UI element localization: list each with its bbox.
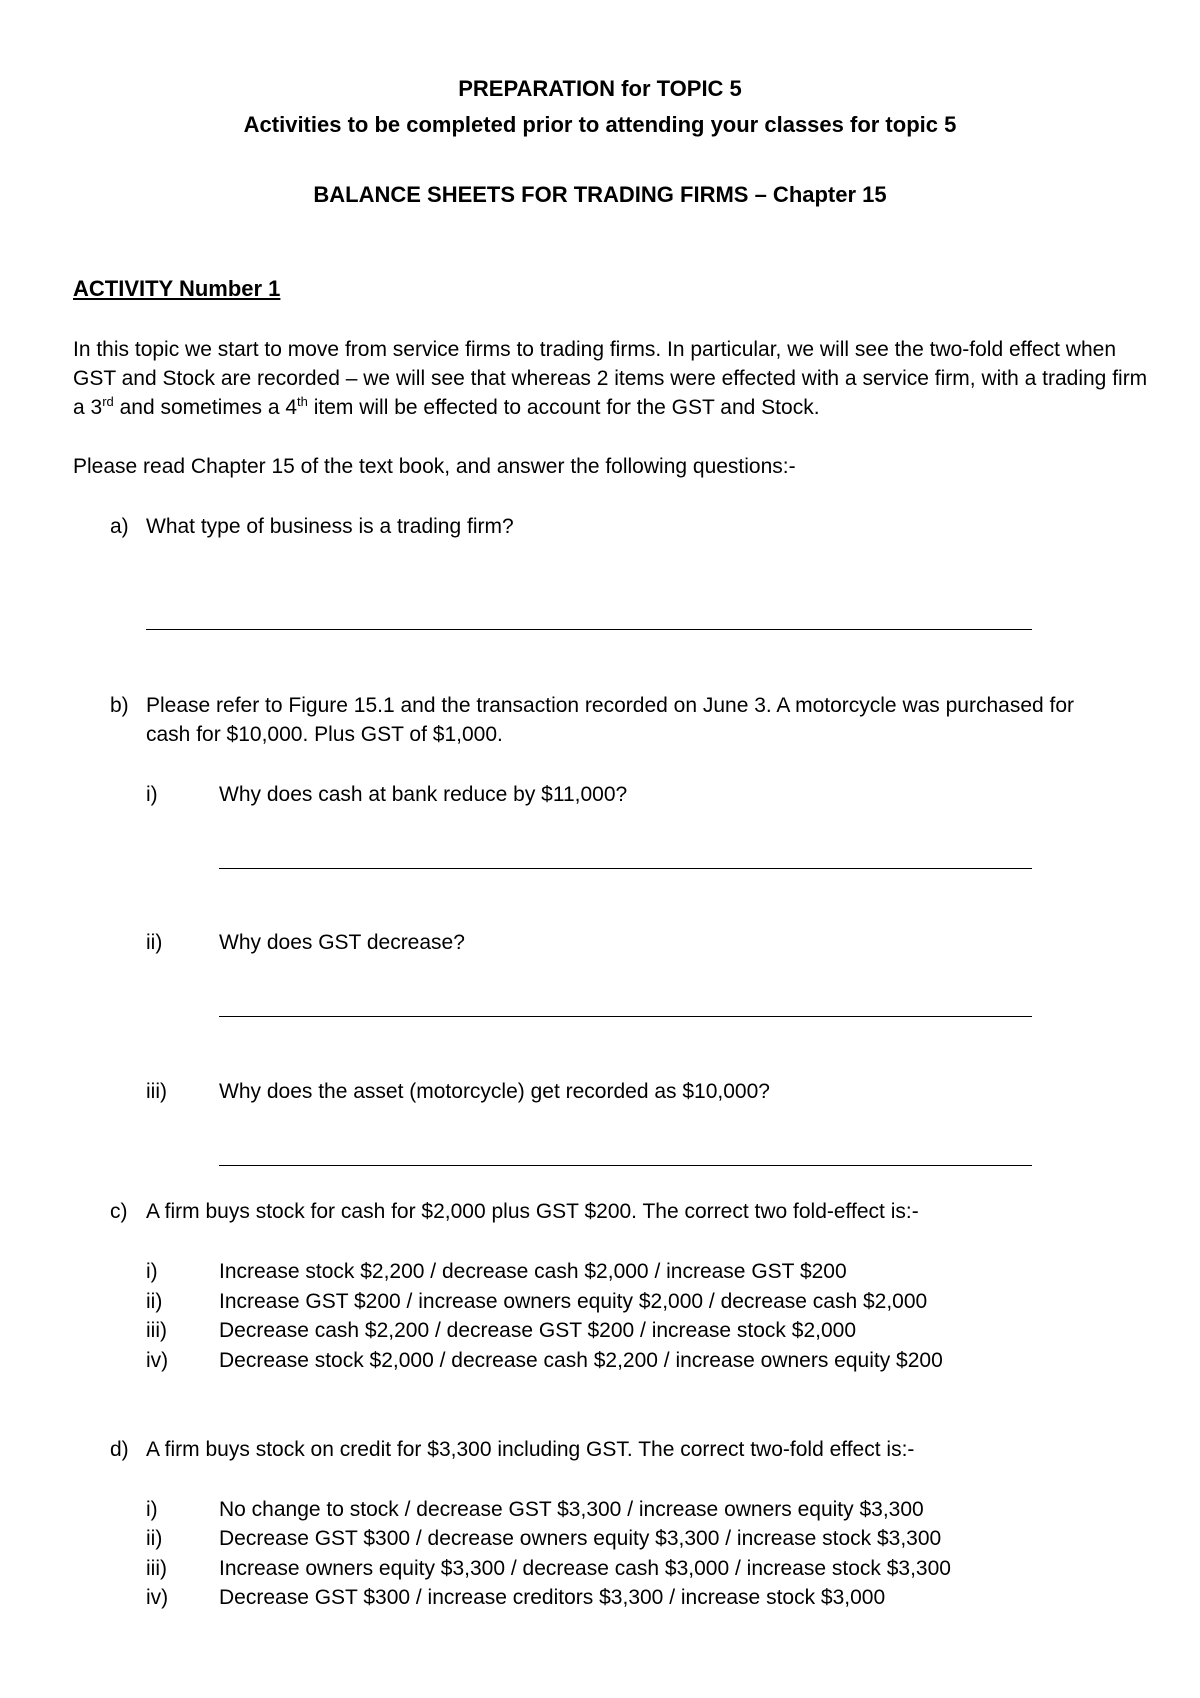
- question-b-text-1: Please refer to Figure 15.1 and the transaction recorded on June 3. A motorcycle was purchased for: [146, 694, 1075, 717]
- intro-text-3: item will be effected to account for the GST and Stock.: [307, 396, 820, 419]
- option-label: i): [146, 1498, 158, 1521]
- intro-sup-2: th: [297, 394, 308, 409]
- answer-line-b-i[interactable]: [219, 868, 1032, 869]
- option-text[interactable]: Increase stock $2,200 / decrease cash $2,000 / increase GST $200: [219, 1260, 847, 1283]
- option-label: i): [146, 1260, 158, 1283]
- answer-line-b-iii[interactable]: [219, 1165, 1032, 1166]
- option-text[interactable]: Decrease cash $2,200 / decrease GST $200 / increase stock $2,000: [219, 1319, 856, 1342]
- option-text[interactable]: No change to stock / decrease GST $3,300 / increase owners equity $3,300: [219, 1498, 924, 1521]
- question-b-text-2: cash for $10,000. Plus GST of $1,000.: [146, 723, 503, 746]
- question-a-text: What type of business is a trading firm?: [146, 515, 514, 538]
- page-subtitle: Activities to be completed prior to attending your classes for topic 5: [243, 112, 957, 137]
- page-title: PREPARATION for TOPIC 5: [458, 76, 742, 101]
- answer-line-a[interactable]: [146, 629, 1032, 630]
- option-label: ii): [146, 1527, 163, 1550]
- question-b-sub-text: Why does GST decrease?: [219, 931, 465, 954]
- intro-sup-1: rd: [102, 394, 114, 409]
- question-b-label: b): [110, 694, 129, 717]
- option-text[interactable]: Increase GST $200 / increase owners equity $2,000 / decrease cash $2,000: [219, 1290, 928, 1313]
- option-label: iii): [146, 1557, 167, 1580]
- question-c-label: c): [110, 1200, 128, 1223]
- intro-text-2: and sometimes a 4: [113, 396, 298, 419]
- intro-paragraph: [73, 335, 1153, 422]
- question-b-sub-label: ii): [146, 931, 163, 954]
- question-d-label: d): [110, 1438, 129, 1461]
- option-label: iv): [146, 1586, 169, 1609]
- option-label: iv): [146, 1349, 169, 1372]
- intro-text-1: In this topic we start to move from service firms to trading firms. In particular, we will see the two-fold effect when GST and Stock are recorded – we will see that whereas 2 items were effected with a service firm, with a trading firm a 3: [73, 338, 1148, 419]
- question-c-text: A firm buys stock for cash for $2,000 plus GST $200. The correct two fold-effect is:-: [146, 1200, 919, 1223]
- question-b-sub-label: i): [146, 783, 158, 806]
- answer-line-b-ii[interactable]: [219, 1016, 1032, 1017]
- question-d-text: A firm buys stock on credit for $3,300 including GST. The correct two-fold effect is:-: [146, 1438, 915, 1461]
- option-text[interactable]: Decrease GST $300 / decrease owners equity $3,300 / increase stock $3,300: [219, 1527, 942, 1550]
- option-label: iii): [146, 1319, 167, 1342]
- option-text[interactable]: Decrease GST $300 / increase creditors $3,300 / increase stock $3,000: [219, 1586, 886, 1609]
- instruction-text: Please read Chapter 15 of the text book, and answer the following questions:-: [73, 455, 796, 478]
- question-b-sub-text: Why does the asset (motorcycle) get recorded as $10,000?: [219, 1080, 770, 1103]
- activity-heading: ACTIVITY Number 1: [73, 276, 281, 301]
- section-title: BALANCE SHEETS FOR TRADING FIRMS – Chapter 15: [313, 182, 887, 207]
- question-a-label: a): [110, 515, 129, 538]
- option-label: ii): [146, 1290, 163, 1313]
- option-text[interactable]: Increase owners equity $3,300 / decrease cash $3,000 / increase stock $3,300: [219, 1557, 951, 1580]
- question-b-sub-label: iii): [146, 1080, 167, 1103]
- question-b-sub-text: Why does cash at bank reduce by $11,000?: [219, 783, 628, 806]
- option-text[interactable]: Decrease stock $2,000 / decrease cash $2,200 / increase owners equity $200: [219, 1349, 943, 1372]
